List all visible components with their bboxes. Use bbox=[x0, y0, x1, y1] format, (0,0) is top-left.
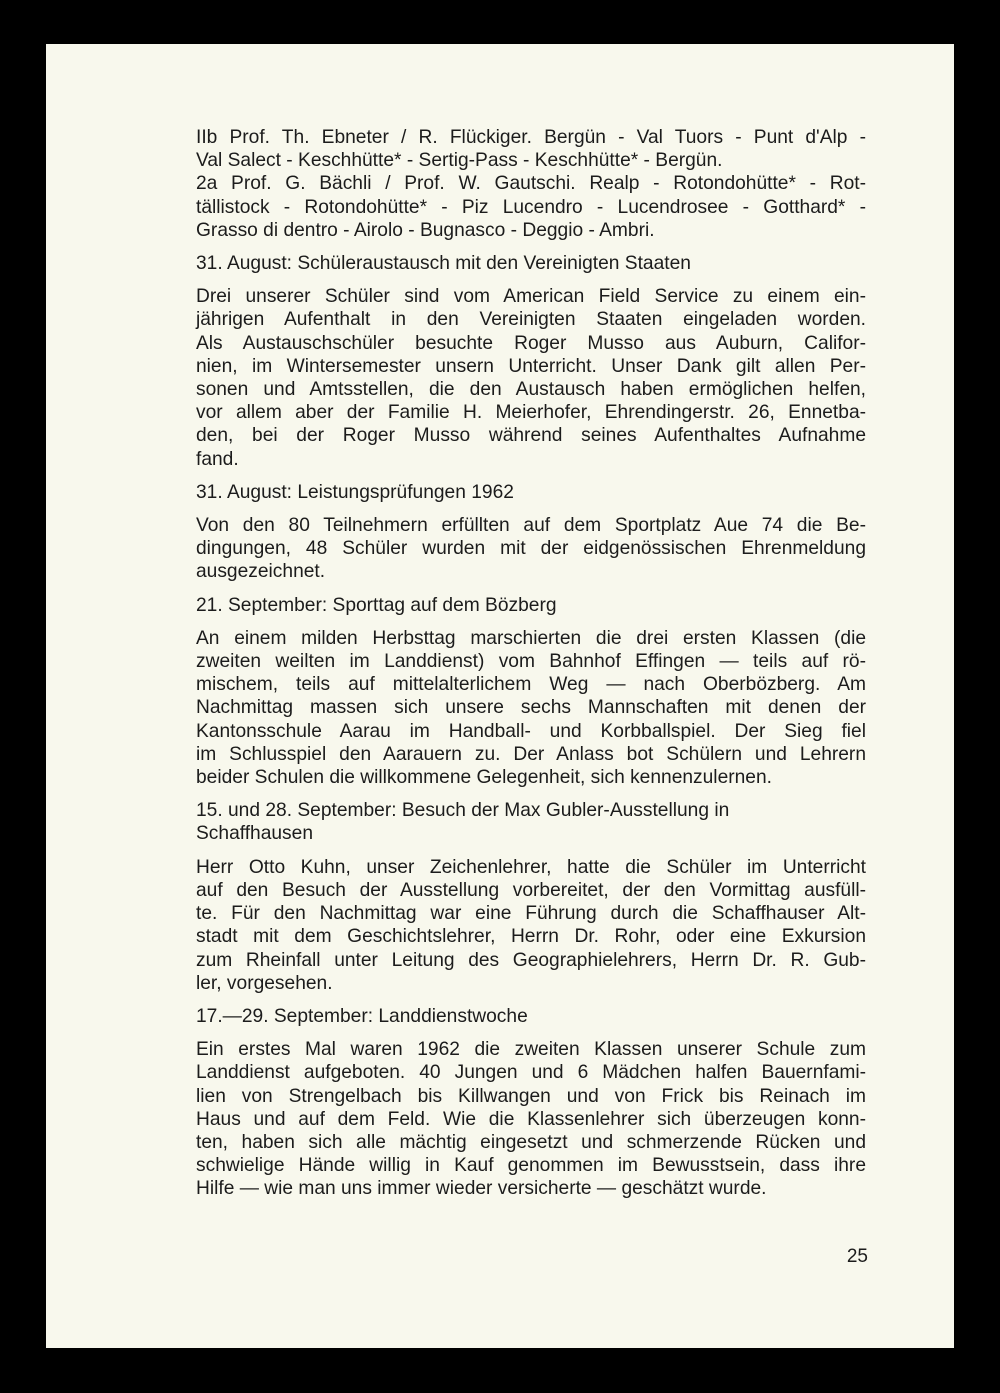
section-sports-day bbox=[196, 594, 866, 790]
body-line: zum Rheinfall unter Leitung des Geographielehrers, Herrn Dr. R. Gub- bbox=[196, 949, 866, 971]
body-line: den, bei der Roger Musso während seines Aufenthaltes Aufnahme bbox=[196, 425, 866, 447]
excursion-list bbox=[196, 126, 866, 242]
body-line: Ein erstes Mal waren 1962 die zweiten Klassen unserer Schule zum bbox=[196, 1039, 866, 1061]
body-line: Herr Otto Kuhn, unser Zeichenlehrer, hatte die Schüler im Unterricht bbox=[196, 856, 866, 878]
body-line: auf den Besuch der Ausstellung vorbereitet, der den Vormittag ausfüll- bbox=[196, 879, 866, 901]
body-line: vor allem aber der Familie H. Meierhofer, Ehrendingerstr. 26, Ennetba- bbox=[196, 402, 866, 424]
page-number: 25 bbox=[846, 1246, 868, 1267]
body-line: Haus und auf dem Feld. Wie die Klassenlehrer sich überzeugen konn- bbox=[196, 1108, 866, 1130]
body-line: Drei unserer Schüler sind vom American Field Service zu einem ein- bbox=[196, 286, 866, 308]
body-line: im Schlusspiel den Aarauern zu. Der Anlass bot Schülern und Lehrern bbox=[196, 743, 866, 765]
body-line: ten, haben sich alle mächtig eingesetzt und schmerzende Rücken und bbox=[196, 1131, 866, 1153]
body-line: An einem milden Herbsttag marschierten die drei ersten Klassen (die bbox=[196, 627, 866, 649]
body-line: mischem, teils auf mittelalterlichem Weg — nach Oberbözberg. Am bbox=[196, 674, 866, 696]
section-heading: Schaffhausen bbox=[196, 823, 313, 845]
body-line: Landdienst aufgeboten. 40 Jungen und 6 Mädchen halfen Bauernfami- bbox=[196, 1062, 866, 1084]
body-line: te. Für den Nachmittag war eine Führung durch die Schaffhauser Alt- bbox=[196, 903, 866, 925]
body-line: Hilfe — wie man uns immer wieder versicherte — geschätzt wurde. bbox=[196, 1178, 767, 1200]
body-line: Von den 80 Teilnehmern erfüllten auf dem Sportplatz Aue 74 die Be- bbox=[196, 515, 866, 537]
body-line: schwielige Hände willig in Kauf genommen im Bewusstsein, dass ihre bbox=[196, 1155, 866, 1177]
section-performance-tests bbox=[196, 481, 866, 584]
section-gubler-exhibition bbox=[196, 799, 866, 995]
section-heading: 17.—29. September: Landdienstwoche bbox=[196, 1005, 528, 1027]
body-line: Kantonsschule Aarau im Handball- und Korbballspiel. Der Sieg fiel bbox=[196, 720, 866, 742]
section-heading: 15. und 28. September: Besuch der Max Gubler-Ausstellung in bbox=[196, 800, 730, 822]
section-heading: 21. September: Sporttag auf dem Bözberg bbox=[196, 594, 557, 616]
excursion-line: Grasso di dentro - Airolo - Bugnasco - Deggio - Ambri. bbox=[196, 219, 655, 241]
body-line: ler, vorgesehen. bbox=[196, 972, 333, 994]
body-line: lien von Strengelbach bis Killwangen und von Frick bis Reinach im bbox=[196, 1085, 866, 1107]
body-line: Nachmittag massen sich unsere sechs Mannschaften mit denen der bbox=[196, 697, 866, 719]
body-line: nien, im Wintersemester unsern Unterricht. Unser Dank gilt allen Per- bbox=[196, 355, 866, 377]
body-line: sonen und Amtsstellen, die den Austausch haben ermöglichen helfen, bbox=[196, 379, 866, 401]
body-line: stadt mit dem Geschichtslehrer, Herrn Dr. Rohr, oder eine Exkursion bbox=[196, 926, 866, 948]
body-line: jährigen Aufenthalt in den Vereinigten Staaten eingeladen worden. bbox=[196, 309, 866, 331]
section-heading: 31. August: Schüleraustausch mit den Vereinigten Staaten bbox=[196, 253, 691, 275]
excursion-line: 2a Prof. G. Bächli / Prof. W. Gautschi. Realp - Rotondohütte* - Rot- bbox=[196, 173, 866, 195]
section-exchange bbox=[196, 252, 866, 471]
body-line: zweiten weilten im Landdienst) vom Bahnhof Effingen — teils auf rö- bbox=[196, 651, 866, 673]
section-heading: 31. August: Leistungsprüfungen 1962 bbox=[196, 481, 514, 503]
body-line: fand. bbox=[196, 448, 239, 470]
body-line: Als Austauschschüler besuchte Roger Musso aus Auburn, Califor- bbox=[196, 332, 866, 354]
excursion-line: IIb Prof. Th. Ebneter / R. Flückiger. Bergün - Val Tuors - Punt d'Alp - bbox=[196, 127, 866, 148]
body-line: beider Schulen die willkommene Gelegenheit, sich kennenzulernen. bbox=[196, 767, 772, 789]
excursion-line: tällistock - Rotondohütte* - Piz Lucendro - Lucendrosee - Gotthard* - bbox=[196, 196, 866, 218]
section-land-service bbox=[196, 1005, 866, 1201]
body-line: ausgezeichnet. bbox=[196, 561, 326, 583]
excursion-line: Val Salect - Keschhütte* - Sertig-Pass - Keschhütte* - Bergün. bbox=[196, 150, 723, 172]
page-content bbox=[196, 126, 866, 1201]
body-line: dingungen, 48 Schüler wurden mit der eidgenössischen Ehrenmeldung bbox=[196, 538, 866, 560]
